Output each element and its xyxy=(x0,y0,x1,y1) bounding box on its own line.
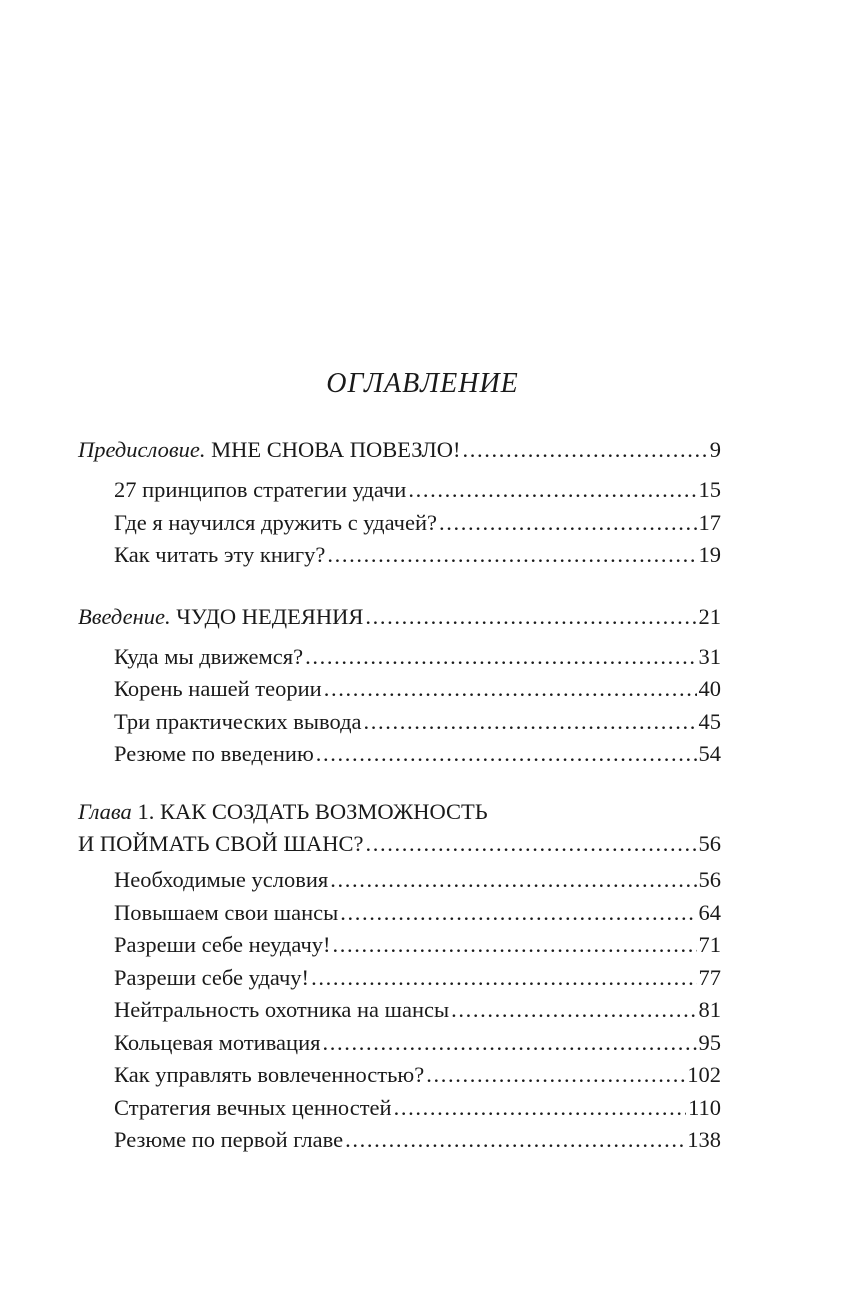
toc-item[interactable] xyxy=(78,1124,721,1157)
toc-entry-prefix: Предисловие. xyxy=(78,437,206,462)
toc-item[interactable] xyxy=(78,1059,721,1092)
toc-page-number: 81 xyxy=(698,997,721,1022)
toc-entry-chapter-1[interactable] xyxy=(78,828,721,861)
dot-leader xyxy=(311,962,696,995)
toc-page-number: 77 xyxy=(698,964,721,990)
toc-entry-heading: МНЕ СНОВА ПОВЕЗЛО! xyxy=(205,437,461,462)
toc-item-label: Резюме по введению xyxy=(114,741,314,766)
toc-item[interactable] xyxy=(78,641,721,674)
page-title: ОГЛАВЛЕНИЕ xyxy=(326,368,519,399)
toc-item-label: Разреши себе неудачу! xyxy=(114,932,331,957)
toc-item-label: Три практических вывода xyxy=(114,708,362,734)
toc-item[interactable] xyxy=(78,1092,721,1125)
toc-page-number: 56 xyxy=(698,830,721,856)
dot-leader xyxy=(439,507,697,540)
toc-page-number: 40 xyxy=(698,676,721,701)
toc-item-label: Нейтральность охотника на шансы xyxy=(114,997,450,1022)
dot-leader xyxy=(394,1092,687,1125)
toc-page-number: 45 xyxy=(698,708,721,734)
dot-leader xyxy=(327,539,696,572)
toc-item-label: Кольцевая мотивация xyxy=(114,1029,321,1055)
toc-section-introduction xyxy=(78,597,721,771)
toc-item-label: Как читать эту книгу? xyxy=(114,542,326,567)
dot-leader xyxy=(333,929,697,962)
toc-item[interactable] xyxy=(78,1027,721,1060)
dot-leader xyxy=(463,430,708,470)
toc-item[interactable] xyxy=(78,864,721,897)
toc-page-number: 64 xyxy=(698,899,721,925)
toc-page-number: 21 xyxy=(698,603,721,629)
toc-entry-introduction[interactable] xyxy=(78,597,721,637)
toc-item[interactable] xyxy=(78,897,721,930)
dot-leader xyxy=(451,994,696,1027)
toc-item-label: Повышаем свои шансы xyxy=(114,899,339,925)
toc-page-number: 15 xyxy=(698,477,721,502)
dot-leader xyxy=(305,641,696,674)
toc-item-label: Разреши себе удачу! xyxy=(114,964,310,990)
dot-leader xyxy=(316,738,697,771)
toc-item[interactable] xyxy=(78,929,721,962)
toc-item[interactable] xyxy=(78,994,721,1027)
toc-entry-prefix: Введение. xyxy=(78,603,171,629)
toc-page-number: 56 xyxy=(698,867,721,892)
dot-leader xyxy=(366,828,697,861)
toc-page-number: 9 xyxy=(709,437,721,462)
toc-item[interactable] xyxy=(78,507,721,540)
dot-leader xyxy=(322,1027,696,1060)
toc-item-label: Как управлять вовлеченностью? xyxy=(114,1062,425,1087)
toc-item-label: Стратегия вечных ценностей xyxy=(114,1094,392,1120)
toc-entry-heading: И ПОЙМАТЬ СВОЙ ШАНС? xyxy=(78,830,364,856)
toc-item[interactable] xyxy=(78,539,721,572)
toc-entry-chapter-1-line1[interactable] xyxy=(78,796,721,828)
toc-item[interactable] xyxy=(78,962,721,995)
toc-page-number: 110 xyxy=(688,1094,721,1120)
toc-item[interactable] xyxy=(78,673,721,706)
toc-page-number: 17 xyxy=(698,509,721,535)
toc-item-label: Резюме по первой главе xyxy=(114,1127,344,1152)
toc-section-chapter-1 xyxy=(78,796,721,1157)
toc-page-number: 138 xyxy=(687,1127,721,1152)
dot-leader xyxy=(340,897,696,930)
toc-entry-prefix: Глава xyxy=(78,798,132,824)
toc-section-preface xyxy=(78,430,721,572)
dot-leader xyxy=(345,1124,685,1157)
toc-entry-heading-line1: 1. КАК СОЗДАТЬ ВОЗМОЖНОСТЬ xyxy=(131,798,488,824)
toc-page-number: 71 xyxy=(698,932,721,957)
toc-page-number: 31 xyxy=(698,643,721,669)
table-of-contents xyxy=(78,430,721,1182)
toc-page-number: 95 xyxy=(698,1029,721,1055)
toc-page-number: 19 xyxy=(698,542,721,567)
dot-leader xyxy=(330,864,696,897)
toc-entry-preface[interactable] xyxy=(78,430,721,470)
toc-page-number: 102 xyxy=(687,1062,721,1087)
dot-leader xyxy=(324,673,697,706)
toc-item-label: Необходимые условия xyxy=(114,867,329,892)
toc-item-label: Корень нашей теории xyxy=(114,676,322,701)
toc-item[interactable] xyxy=(78,738,721,771)
toc-item-label: Куда мы движемся? xyxy=(114,643,304,669)
toc-item-label: Где я научился дружить с удачей? xyxy=(114,509,437,535)
dot-leader xyxy=(408,474,696,507)
toc-entry-heading: ЧУДО НЕДЕЯНИЯ xyxy=(170,603,364,629)
dot-leader xyxy=(364,706,697,739)
toc-item-label: 27 принципов стратегии удачи xyxy=(114,477,407,502)
dot-leader xyxy=(365,597,696,637)
toc-item[interactable] xyxy=(78,706,721,739)
dot-leader xyxy=(426,1059,685,1092)
toc-page-number: 54 xyxy=(698,741,721,766)
toc-item[interactable] xyxy=(78,474,721,507)
